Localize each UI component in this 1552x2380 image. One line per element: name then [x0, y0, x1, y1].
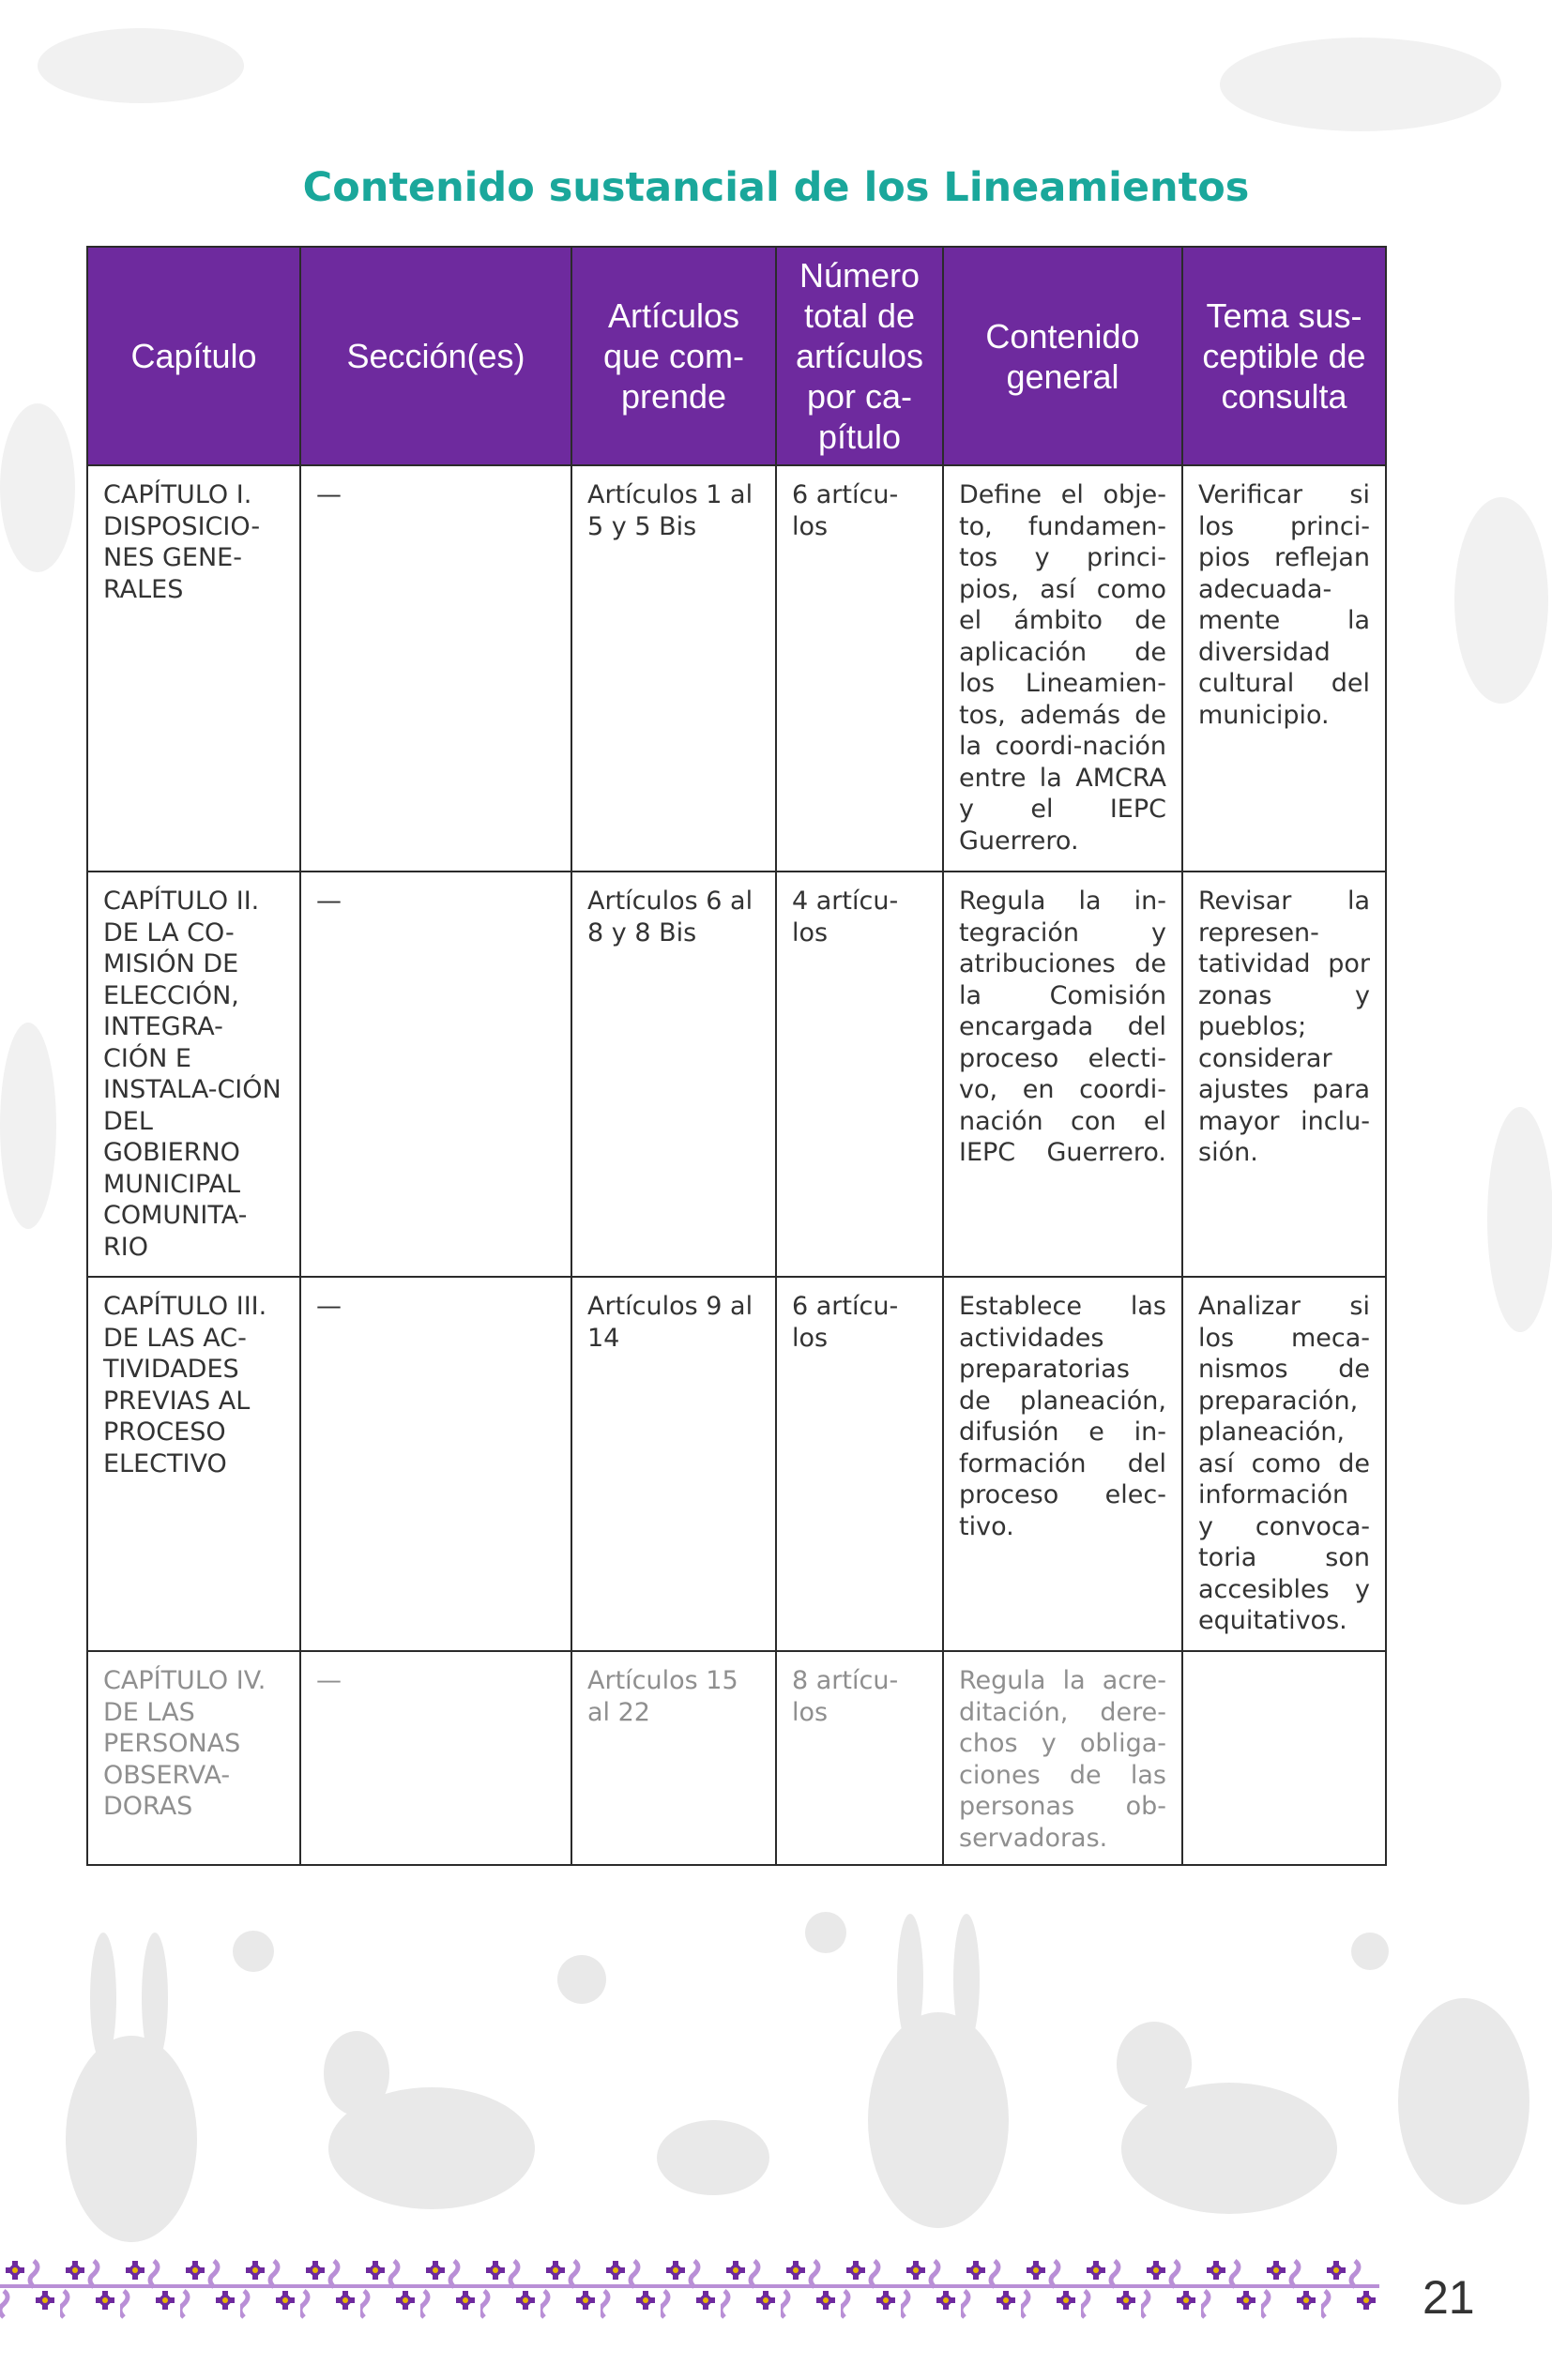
cell-contenido: Establece las actividades preparatorias de planeación, difusión e in-formación del proceso elec-tivo. [943, 1277, 1182, 1651]
header-secciones: Sección(es) [300, 247, 571, 465]
cell-contenido: Define el obje-to, fundamen-tos y princi-pios, así como el ámbito de aplicación de los Lineamien-tos, además de la coordi-nación entre la AMCRA y el IEPC Guerrero. [943, 465, 1182, 872]
header-articulos: Artículos que com-prende [571, 247, 776, 465]
cell-secciones: — [300, 465, 571, 872]
table-row [87, 465, 1386, 872]
cell-contenido: Regula la in-tegración y atribuciones de la Comisión encargada del proceso electi-vo, en coordi-nación con el IEPC Guerrero. [943, 872, 1182, 1277]
cell-capitulo: CAPÍTULO I. DISPOSICIO-NES GENE-RALES [87, 465, 300, 872]
cell-secciones: — [300, 872, 571, 1277]
cell-contenido: Regula la acre-ditación, dere-chos y obliga-ciones de las personas ob-servadoras. [943, 1651, 1182, 1865]
cell-tema: Revisar la represen-tatividad por zonas y pueblos; considerar ajustes para mayor inclu-sión. [1182, 872, 1386, 1277]
table-row [87, 1651, 1386, 1865]
cell-total: 4 artícu-los [776, 872, 943, 1277]
cell-articulos: Artículos 15 al 22 [571, 1651, 776, 1865]
cell-secciones: — [300, 1277, 571, 1651]
cell-articulos: Artículos 1 al 5 y 5 Bis [571, 465, 776, 872]
cell-capitulo: CAPÍTULO III. DE LAS AC-TIVIDADES PREVIAS AL PROCESO ELECTIVO [87, 1277, 300, 1651]
cell-tema: Analizar si los meca-nismos de preparación, planeación, así como de información y convoca-toria son accesibles y equitativos. [1182, 1277, 1386, 1651]
content-table [86, 246, 1387, 1866]
cell-articulos: Artículos 9 al 14 [571, 1277, 776, 1651]
header-contenido-general: Contenido general [943, 247, 1182, 465]
cell-total: 6 artícu-los [776, 1277, 943, 1651]
table-header-row [87, 247, 1386, 465]
table-row [87, 1277, 1386, 1651]
page-title: Contenido sustancial de los Lineamientos [302, 164, 1250, 211]
page-number: 21 [1423, 2271, 1475, 2324]
cell-tema [1182, 1651, 1386, 1865]
cell-total: 6 artícu-los [776, 465, 943, 872]
header-tema-consulta: Tema sus-ceptible de consulta [1182, 247, 1386, 465]
header-capitulo: Capítulo [87, 247, 300, 465]
cell-total: 8 artícu-los [776, 1651, 943, 1865]
cell-articulos: Artículos 6 al 8 y 8 Bis [571, 872, 776, 1277]
cell-capitulo: CAPÍTULO IV. DE LAS PERSONAS OBSERVA-DORAS [87, 1651, 300, 1865]
table-row [87, 872, 1386, 1277]
cell-tema: Verificar si los princi-pios reflejan adecuada-mente la diversidad cultural del municipio. [1182, 465, 1386, 872]
cell-secciones: — [300, 1651, 571, 1865]
header-total-articulos: Número total de artículos por ca-pítulo [776, 247, 943, 465]
embroidery-border-pattern [0, 2253, 1379, 2319]
cell-capitulo: CAPÍTULO II. DE LA CO-MISIÓN DE ELECCIÓN, INTEGRA-CIÓN E INSTALA-CIÓN DEL GOBIERNO MUNICIPAL COMUNITA-RIO [87, 872, 300, 1277]
